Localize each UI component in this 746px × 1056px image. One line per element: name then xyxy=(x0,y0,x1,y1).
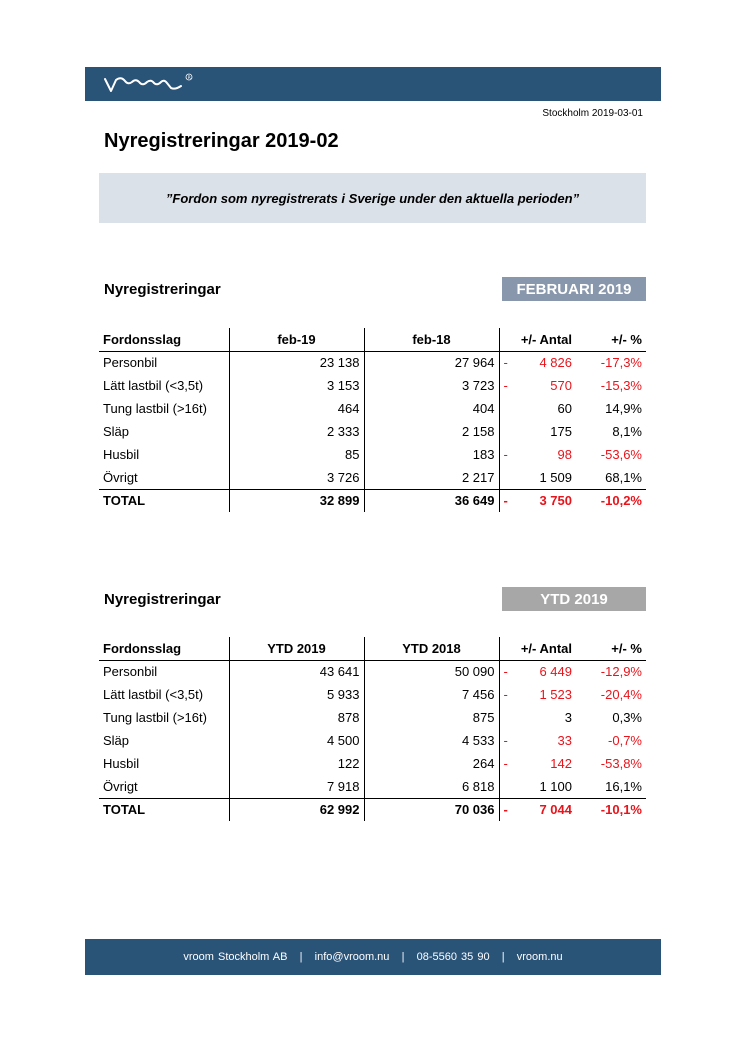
header-bar xyxy=(85,67,661,101)
cell-pct: -53,6% xyxy=(600,447,642,462)
antal-value: 142 xyxy=(550,756,572,771)
cell-current: 464 xyxy=(229,397,364,420)
cell-previous: 875 xyxy=(364,706,499,729)
col-header-pct: +/- % xyxy=(576,637,646,660)
cell-fordonsslag: Husbil xyxy=(99,752,229,775)
section-title-ytd: Nyregistreringar xyxy=(104,591,221,608)
cell-fordonsslag: Husbil xyxy=(99,443,229,466)
antal-value: 1 509 xyxy=(539,469,572,485)
cell-pct: 16,1% xyxy=(605,778,642,794)
cell-antal xyxy=(499,397,576,420)
cell-fordonsslag: Tung lastbil (>16t) xyxy=(99,706,229,729)
antal-value: 6 449 xyxy=(539,664,572,680)
cell-previous: 50 090 xyxy=(364,660,499,683)
cell-fordonsslag: Personbil xyxy=(99,351,229,374)
cell-previous: 7 456 xyxy=(364,683,499,706)
cell-antal xyxy=(499,729,576,752)
cell-current: 62 992 xyxy=(229,798,364,821)
negative-sign: - xyxy=(503,733,508,748)
cell-fordonsslag: TOTAL xyxy=(99,489,229,512)
subtitle-text: ”Fordon som nyregistrerats i Sverige under den aktuella perioden” xyxy=(165,190,580,206)
cell-fordonsslag: Personbil xyxy=(99,660,229,683)
col-header-previous: YTD 2018 xyxy=(364,637,499,660)
antal-value: 33 xyxy=(557,733,572,748)
cell-previous: 2 158 xyxy=(364,420,499,443)
cell-fordonsslag: Lätt lastbil (<3,5t) xyxy=(99,374,229,397)
table-row xyxy=(99,660,646,683)
antal-value: 175 xyxy=(550,424,572,439)
table-row xyxy=(99,775,646,798)
cell-antal xyxy=(499,660,576,683)
cell-pct: -17,3% xyxy=(600,355,642,371)
antal-value: 60 xyxy=(557,401,572,416)
table-row xyxy=(99,683,646,706)
negative-sign: - xyxy=(503,447,508,462)
cell-antal xyxy=(499,775,576,798)
cell-previous: 36 649 xyxy=(364,489,499,512)
col-header-current: YTD 2019 xyxy=(229,637,364,660)
col-header-previous: feb-18 xyxy=(364,328,499,351)
cell-current: 3 726 xyxy=(229,466,364,489)
cell-antal xyxy=(499,798,576,821)
cell-fordonsslag: Tung lastbil (>16t) xyxy=(99,397,229,420)
antal-value: 4 826 xyxy=(539,355,572,371)
cell-current: 7 918 xyxy=(229,775,364,798)
col-header-fordonsslag: Fordonsslag xyxy=(99,328,229,351)
cell-pct: -20,4% xyxy=(600,687,642,702)
vroom-logo xyxy=(101,71,211,97)
subtitle-box xyxy=(99,173,646,223)
table-row xyxy=(99,374,646,397)
cell-previous: 264 xyxy=(364,752,499,775)
antal-value: 3 xyxy=(564,710,572,725)
table-row xyxy=(99,466,646,489)
cell-previous: 3 723 xyxy=(364,374,499,397)
table-row xyxy=(99,420,646,443)
cell-fordonsslag: Släp xyxy=(99,420,229,443)
cell-fordonsslag: Släp xyxy=(99,729,229,752)
cell-current: 4 500 xyxy=(229,729,364,752)
table-total-row xyxy=(99,489,646,512)
cell-antal xyxy=(499,420,576,443)
cell-pct: -15,3% xyxy=(600,378,642,393)
table-february xyxy=(99,328,646,512)
cell-previous: 4 533 xyxy=(364,729,499,752)
cell-antal xyxy=(499,374,576,397)
cell-fordonsslag: Lätt lastbil (<3,5t) xyxy=(99,683,229,706)
cell-antal xyxy=(499,443,576,466)
cell-pct: -12,9% xyxy=(600,664,642,680)
badge-february: FEBRUARI 2019 xyxy=(502,277,646,301)
antal-value: 98 xyxy=(557,447,572,462)
cell-antal xyxy=(499,706,576,729)
table-header-row xyxy=(99,637,646,660)
cell-previous: 27 964 xyxy=(364,351,499,374)
table-total-row xyxy=(99,798,646,821)
table-body xyxy=(99,351,646,512)
cell-pct: 14,9% xyxy=(605,401,642,416)
table-ytd xyxy=(99,637,646,821)
negative-sign: - xyxy=(503,802,508,818)
cell-antal xyxy=(499,489,576,512)
negative-sign: - xyxy=(503,493,508,509)
table-row xyxy=(99,729,646,752)
negative-sign: - xyxy=(503,355,508,371)
cell-antal xyxy=(499,466,576,489)
col-header-current: feb-19 xyxy=(229,328,364,351)
col-header-fordonsslag: Fordonsslag xyxy=(99,637,229,660)
antal-value: 1 523 xyxy=(539,687,572,702)
cell-pct: 8,1% xyxy=(612,424,642,439)
cell-current: 122 xyxy=(229,752,364,775)
col-header-pct: +/- % xyxy=(576,328,646,351)
antal-value: 3 750 xyxy=(539,493,572,509)
badge-ytd: YTD 2019 xyxy=(502,587,646,611)
cell-pct: -0,7% xyxy=(608,733,642,748)
cell-previous: 2 217 xyxy=(364,466,499,489)
col-header-antal: +/- Antal xyxy=(499,637,576,660)
cell-current: 32 899 xyxy=(229,489,364,512)
cell-antal xyxy=(499,752,576,775)
report-date: Stockholm 2019-03-01 xyxy=(542,108,643,119)
cell-fordonsslag: Övrigt xyxy=(99,775,229,798)
cell-antal xyxy=(499,351,576,374)
cell-previous: 183 xyxy=(364,443,499,466)
page-title: Nyregistreringar 2019-02 xyxy=(104,130,339,152)
cell-current: 5 933 xyxy=(229,683,364,706)
cell-pct: -10,1% xyxy=(576,798,646,821)
col-header-antal: +/- Antal xyxy=(499,328,576,351)
cell-previous: 6 818 xyxy=(364,775,499,798)
antal-value: 570 xyxy=(550,378,572,393)
table-body xyxy=(99,660,646,821)
section-title-february: Nyregistreringar xyxy=(104,281,221,298)
antal-value: 1 100 xyxy=(539,778,572,794)
table-row xyxy=(99,443,646,466)
cell-pct: 68,1% xyxy=(605,469,642,485)
cell-current: 2 333 xyxy=(229,420,364,443)
svg-text:R: R xyxy=(187,76,191,81)
table-row xyxy=(99,397,646,420)
footer-text: vroom Stockholm AB | info@vroom.nu | 08-5560 35 90 | vroom.nu xyxy=(183,951,563,963)
cell-antal xyxy=(499,683,576,706)
negative-sign: - xyxy=(503,664,508,680)
table-header-row xyxy=(99,328,646,351)
footer-bar xyxy=(85,939,661,975)
negative-sign: - xyxy=(503,756,508,771)
cell-current: 878 xyxy=(229,706,364,729)
cell-pct: -10,2% xyxy=(576,489,646,512)
antal-value: 7 044 xyxy=(539,802,572,818)
cell-fordonsslag: Övrigt xyxy=(99,466,229,489)
table-row xyxy=(99,351,646,374)
negative-sign: - xyxy=(503,687,508,702)
cell-pct: 0,3% xyxy=(612,710,642,725)
cell-fordonsslag: TOTAL xyxy=(99,798,229,821)
cell-current: 85 xyxy=(229,443,364,466)
negative-sign: - xyxy=(503,378,508,393)
cell-previous: 70 036 xyxy=(364,798,499,821)
cell-current: 43 641 xyxy=(229,660,364,683)
cell-current: 3 153 xyxy=(229,374,364,397)
cell-previous: 404 xyxy=(364,397,499,420)
cell-pct: -53,8% xyxy=(600,756,642,771)
cell-current: 23 138 xyxy=(229,351,364,374)
table-row xyxy=(99,752,646,775)
table-row xyxy=(99,706,646,729)
